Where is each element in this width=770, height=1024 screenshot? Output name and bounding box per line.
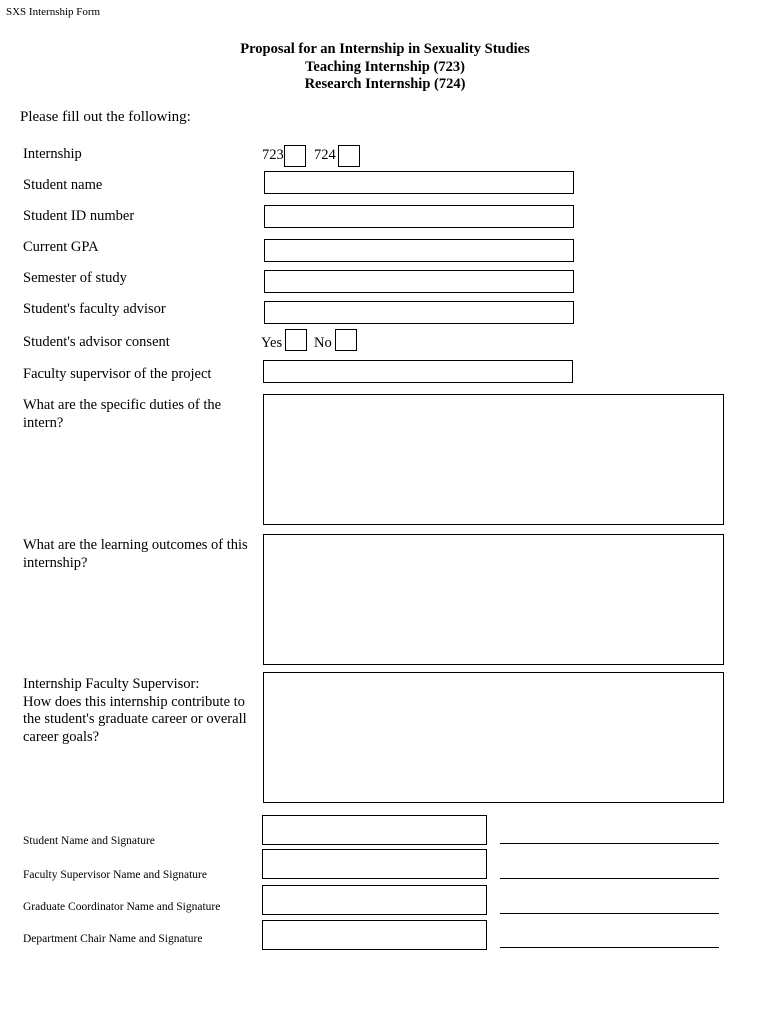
student-name-label: Student name [23, 177, 103, 193]
duties-textarea[interactable] [263, 394, 724, 525]
department-chair-signature-line[interactable] [500, 947, 719, 948]
semester-label: Semester of study [23, 270, 127, 286]
intro-text: Please fill out the following: [20, 109, 191, 125]
form-header-label: SXS Internship Form [6, 6, 101, 18]
consent-no-checkbox[interactable] [335, 329, 357, 351]
consent-no-label: No [314, 335, 332, 351]
duties-label: What are the specific duties of the intern? [23, 397, 222, 431]
title-line-3: Research Internship (724) [304, 76, 466, 92]
semester-field[interactable] [264, 270, 574, 293]
student-signature-line[interactable] [500, 843, 719, 844]
career-label-line2: How does this internship contribute to the student's graduate career or overall career goals? [23, 693, 247, 745]
option-723-label: 723 [262, 147, 284, 163]
student-id-field[interactable] [264, 205, 574, 228]
supervisor-field[interactable] [263, 360, 573, 383]
career-label-line1: Internship Faculty Supervisor: [23, 676, 200, 692]
internship-label: Internship [23, 146, 82, 162]
advisor-label: Student's faculty advisor [23, 301, 166, 317]
gpa-field[interactable] [264, 239, 574, 262]
title-line-1: Proposal for an Internship in Sexuality Studies [240, 41, 530, 57]
student-signature-name-field[interactable] [262, 815, 487, 845]
page-title [0, 41, 770, 94]
career-label [23, 676, 248, 746]
option-724-label: 724 [314, 147, 336, 163]
student-signature-label: Student Name and Signature [23, 835, 155, 847]
option-724-checkbox[interactable] [338, 145, 360, 167]
faculty-supervisor-signature-name-field[interactable] [262, 849, 487, 879]
advisor-field[interactable] [264, 301, 574, 324]
graduate-coordinator-signature-label: Graduate Coordinator Name and Signature [23, 901, 221, 913]
career-textarea[interactable] [263, 672, 724, 803]
graduate-coordinator-signature-name-field[interactable] [262, 885, 487, 915]
title-line-2: Teaching Internship (723) [305, 58, 465, 75]
student-id-label: Student ID number [23, 208, 135, 224]
graduate-coordinator-signature-line[interactable] [500, 913, 719, 914]
consent-label: Student's advisor consent [23, 334, 170, 350]
consent-yes-label: Yes [261, 335, 283, 351]
outcomes-textarea[interactable] [263, 534, 724, 665]
consent-yes-checkbox[interactable] [285, 329, 307, 351]
faculty-supervisor-signature-label: Faculty Supervisor Name and Signature [23, 869, 207, 881]
department-chair-signature-name-field[interactable] [262, 920, 487, 950]
gpa-label: Current GPA [23, 239, 99, 255]
faculty-supervisor-signature-line[interactable] [500, 878, 719, 879]
supervisor-label: Faculty supervisor of the project [23, 366, 212, 382]
department-chair-signature-label: Department Chair Name and Signature [23, 933, 203, 945]
student-name-field[interactable] [264, 171, 574, 194]
outcomes-label: What are the learning outcomes of this internship? [23, 537, 248, 571]
option-723-checkbox[interactable] [284, 145, 306, 167]
